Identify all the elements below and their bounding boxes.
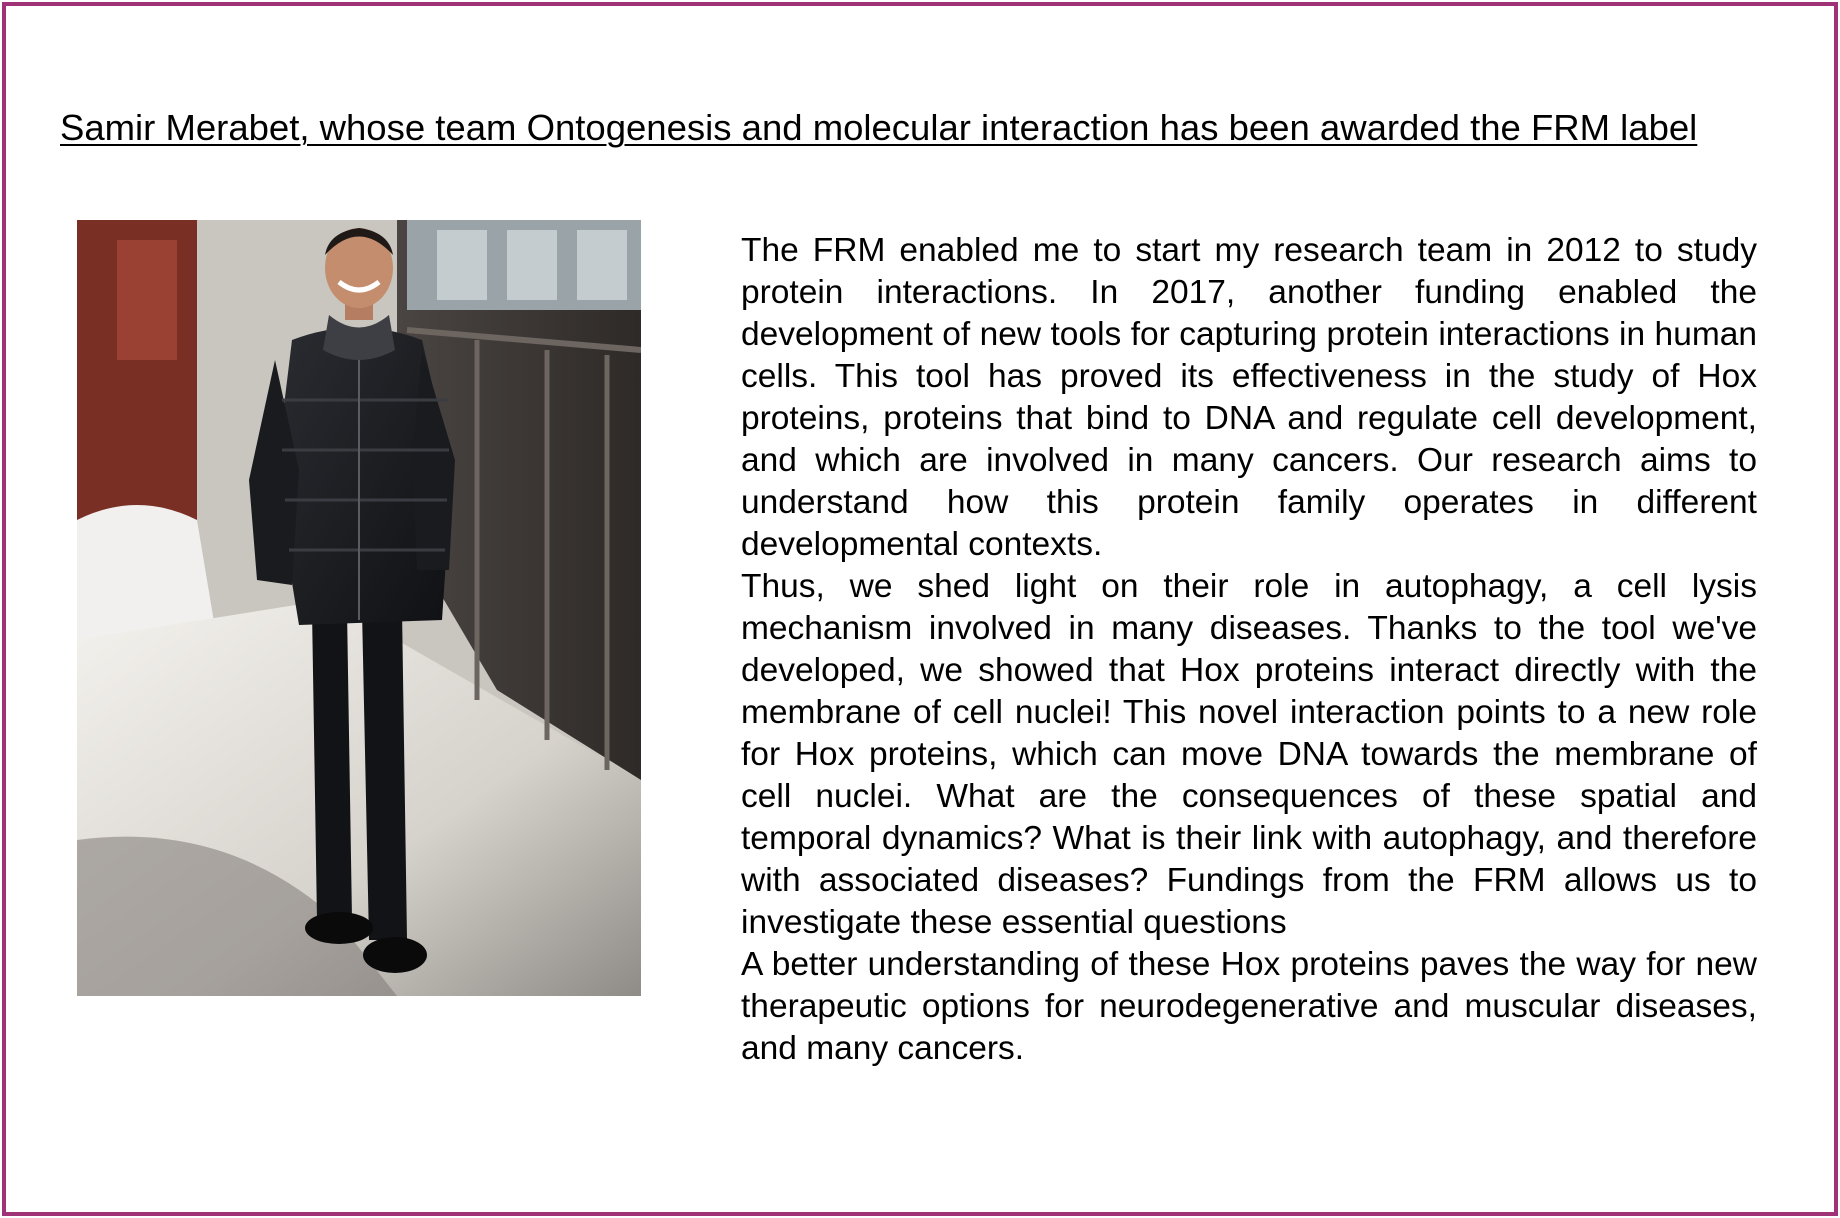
portrait-photo-illustration [77, 220, 641, 996]
article-headline: Samir Merabet, whose team Ontogenesis and molecular interaction has been awarded the FRM label [60, 107, 1698, 148]
article-frame [2, 2, 1838, 1216]
article-paragraph-1: The FRM enabled me to start my research team in 2012 to study protein interactions. In 2017, another funding enabled the development of new tools for capturing protein interactions in human cells. This tool has proved its effectiveness in the study of Hox proteins, proteins that bind to DNA and regulate cell development, and which are involved in many cancers. Our research aims to understand how this protein family operates in different developmental contexts. [741, 232, 1757, 563]
article-paragraph-3: A better understanding of these Hox proteins paves the way for new therapeutic options for neurodegenerative and muscular diseases, and many cancers. [741, 946, 1757, 1067]
article-body [741, 230, 1757, 1070]
article-paragraph-2: Thus, we shed light on their role in autophagy, a cell lysis mechanism involved in many diseases. Thanks to the tool we've developed, we showed that Hox proteins interact directly with the membrane of cell nuclei! This novel interaction points to a new role for Hox proteins, which can move DNA towards the membrane of cell nuclei. What are the consequences of these spatial and temporal dynamics? What is their link with autophagy, and therefore with associated diseases? Fundings from the FRM allows us to investigate these essential questions [741, 568, 1757, 941]
portrait-photo [77, 220, 641, 996]
